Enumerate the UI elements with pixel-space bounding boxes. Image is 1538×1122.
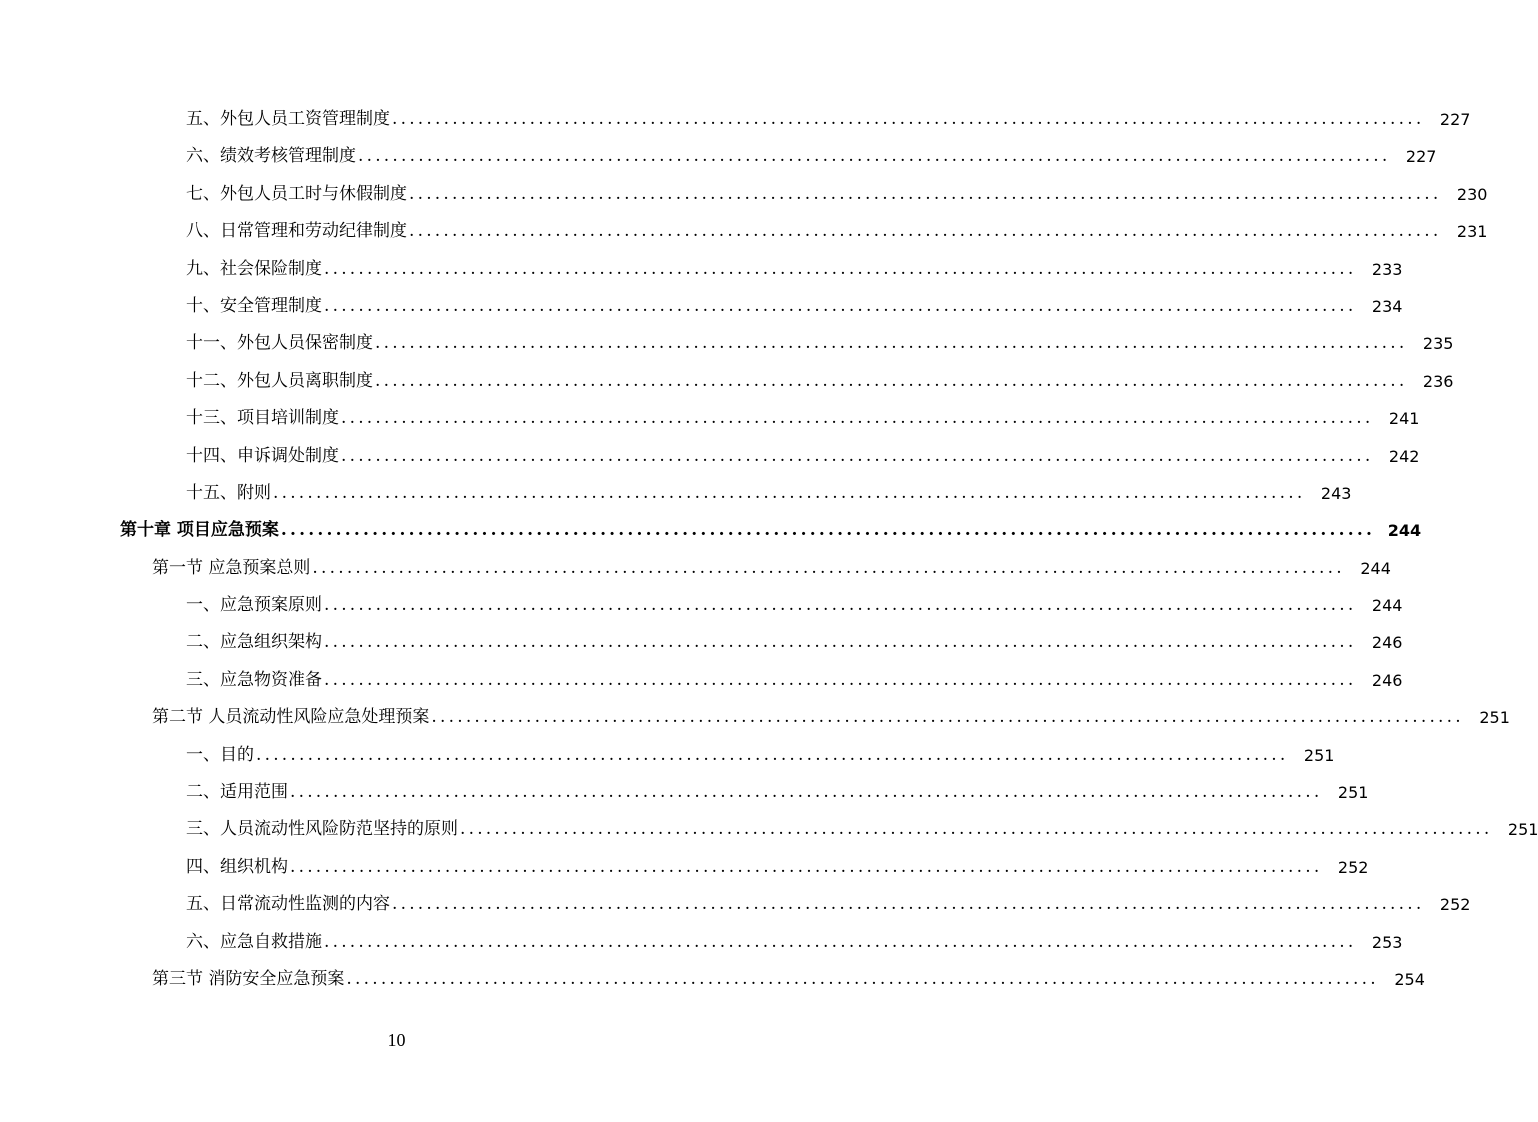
toc-entry-page: 254: [1394, 969, 1425, 989]
toc-entry-title: 第一节 应急预案总则: [152, 557, 311, 578]
toc-entry-page: 246: [1371, 633, 1403, 653]
toc-entry-page: 244: [1360, 558, 1391, 578]
dot-leader: ........................................................................................................................: [409, 221, 1442, 242]
toc-entry-item[interactable]: [0, 811, 1538, 848]
toc-entry-title: 十五、附则: [186, 482, 271, 503]
toc-entry-title: 十二、外包人员离职制度: [186, 370, 373, 391]
toc-entry-title: 第二节 人员流动性风险应急处理预案: [152, 707, 430, 728]
toc-entry-title: 九、社会保险制度: [186, 258, 322, 279]
dot-leader: ........................................................................................................................: [324, 595, 1357, 616]
toc-entry-title: 二、应急组织架构: [186, 632, 322, 653]
toc-entry-item[interactable]: [0, 737, 1335, 774]
dot-leader: ........................................................................................................................: [409, 183, 1442, 204]
toc-entry-title: 四、组织机构: [186, 856, 288, 877]
dot-leader: ........................................................................................................................: [358, 146, 1391, 167]
toc-entry-title: 十一、外包人员保密制度: [186, 333, 373, 354]
toc-entry-title: 六、绩效考核管理制度: [186, 146, 356, 167]
toc-entry-page: 242: [1388, 446, 1420, 466]
toc-entry-title: 二、适用范围: [186, 782, 288, 803]
dot-leader: ........................................................................................................................: [256, 744, 1289, 765]
dot-leader: ........................................................................................................................: [290, 782, 1323, 803]
dot-leader: ........................................................................................................................: [290, 856, 1323, 877]
toc-entry-title: 一、目的: [186, 744, 254, 765]
toc-entry-page: 230: [1456, 184, 1488, 204]
toc-entry-page: 244: [1371, 596, 1403, 616]
toc-entry-title: 三、人员流动性风险防范坚持的原则: [186, 819, 458, 840]
toc-entry-title: 第十章 项目应急预案: [120, 520, 279, 541]
toc-entry-title: 十、安全管理制度: [186, 295, 322, 316]
dot-leader: ........................................................................................................................: [273, 482, 1306, 503]
toc-entry-item[interactable]: [0, 400, 1420, 437]
toc-entry-item[interactable]: [0, 213, 1488, 250]
toc-entry-item[interactable]: [0, 325, 1454, 362]
toc-entry-page: 243: [1320, 483, 1352, 503]
toc-entry-title: 一、应急预案原则: [186, 595, 322, 616]
toc-entry-item[interactable]: [0, 662, 1403, 699]
toc-entry-page: 251: [1337, 783, 1369, 803]
toc-entry-item[interactable]: [0, 475, 1352, 512]
dot-leader: ........................................................................................................................: [341, 445, 1374, 466]
toc-entry-item[interactable]: [0, 363, 1454, 400]
toc-entry-chapter[interactable]: [0, 512, 1422, 549]
toc-entry-item[interactable]: [0, 624, 1403, 661]
dot-leader: ........................................................................................................................: [341, 408, 1374, 429]
dot-leader: ........................................................................................................................: [324, 258, 1357, 279]
toc-entry-item[interactable]: [0, 288, 1403, 325]
toc-entry-title: 八、日常管理和劳动纪律制度: [186, 221, 407, 242]
toc-entry-section[interactable]: [0, 699, 1510, 736]
toc-entry-page: 227: [1439, 110, 1471, 129]
dot-leader: ........................................................................................................................: [392, 109, 1425, 129]
toc-entry-item[interactable]: [0, 587, 1403, 624]
toc-entry-page: 252: [1439, 895, 1471, 915]
dot-leader: ........................................................................................................................: [280, 520, 1376, 541]
toc-entry-item[interactable]: [0, 849, 1369, 886]
toc-entry-item[interactable]: [0, 924, 1403, 961]
toc-entry-page: 233: [1371, 259, 1403, 279]
dot-leader: ........................................................................................................................: [324, 669, 1357, 690]
dot-leader: ........................................................................................................................: [375, 333, 1408, 354]
toc-entry-item[interactable]: [0, 774, 1369, 811]
toc-entry-item[interactable]: [0, 138, 1437, 175]
toc-entry-page: 235: [1422, 334, 1454, 354]
dot-leader: ........................................................................................................................: [346, 968, 1379, 989]
toc-entry-title: 五、日常流动性监测的内容: [186, 894, 390, 915]
toc-entry-page: 246: [1371, 670, 1403, 690]
toc-entry-item[interactable]: [0, 886, 1471, 923]
toc-entry-page: 231: [1456, 222, 1488, 242]
dot-leader: ........................................................................................................................: [324, 632, 1357, 653]
table-of-contents: [0, 101, 1538, 998]
toc-entry-page: 251: [1479, 708, 1510, 728]
dot-leader: ........................................................................................................................: [375, 370, 1408, 391]
toc-entry-title: 十三、项目培训制度: [186, 408, 339, 429]
page-number: 10: [387, 1030, 406, 1050]
toc-entry-page: 234: [1371, 296, 1403, 316]
toc-entry-title: 第三节 消防安全应急预案: [152, 968, 345, 989]
toc-entry-title: 十四、申诉调处制度: [186, 445, 339, 466]
toc-entry-page: 251: [1507, 820, 1538, 840]
dot-leader: ........................................................................................................................: [460, 819, 1493, 840]
toc-entry-page: 252: [1337, 857, 1369, 877]
dot-leader: ........................................................................................................................: [324, 295, 1357, 316]
toc-entry-item[interactable]: [0, 438, 1420, 475]
dot-leader: ........................................................................................................................: [392, 894, 1425, 915]
toc-entry-page: 244: [1387, 521, 1422, 541]
toc-entry-section[interactable]: [0, 961, 1425, 998]
toc-entry-page: 251: [1303, 745, 1335, 765]
toc-entry-title: 六、应急自救措施: [186, 931, 322, 952]
dot-leader: ........................................................................................................................: [431, 707, 1464, 728]
toc-entry-title: 三、应急物资准备: [186, 669, 322, 690]
toc-entry-title: 五、外包人员工资管理制度: [186, 109, 390, 129]
toc-entry-page: 236: [1422, 371, 1454, 391]
toc-entry-page: 227: [1405, 147, 1437, 167]
toc-entry-item[interactable]: [0, 176, 1488, 213]
toc-entry-title: 七、外包人员工时与休假制度: [186, 183, 407, 204]
toc-entry-section[interactable]: [0, 550, 1391, 587]
toc-entry-page: 241: [1388, 409, 1420, 429]
dot-leader: ........................................................................................................................: [312, 557, 1345, 578]
dot-leader: ........................................................................................................................: [324, 931, 1357, 952]
toc-entry-item[interactable]: [0, 101, 1471, 138]
toc-entry-item[interactable]: [0, 251, 1403, 288]
toc-entry-page: 253: [1371, 932, 1403, 952]
